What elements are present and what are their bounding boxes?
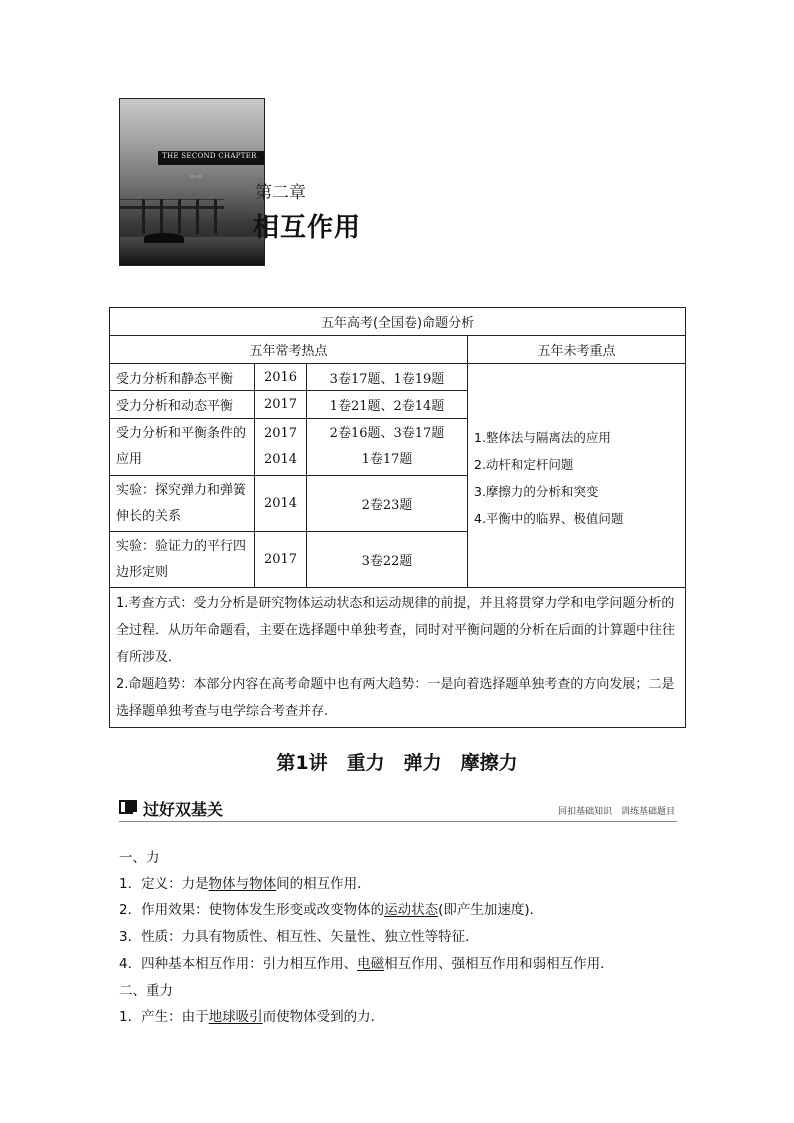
- year-cell: 2017: [255, 391, 307, 419]
- exam-analysis-table: [109, 307, 686, 728]
- note-trend: 2.命题趋势：本部分内容在高考命题中也有两大趋势：一是向着选择题单独考查的方向发展；二是选择题单独考查与电学综合考查并存.: [116, 677, 675, 719]
- section-title: 过好双基关: [143, 800, 224, 819]
- heading-force: 一、力: [119, 850, 160, 866]
- section-square-icon: [119, 800, 133, 814]
- question-cell: 3卷22题: [307, 532, 468, 588]
- future-point: 3.摩擦力的分析和突变: [474, 483, 599, 499]
- column-header-future: 五年未考重点: [468, 336, 686, 364]
- table-title: 五年高考(全国卷)命题分析: [110, 308, 686, 336]
- future-point: 1.整体法与隔离法的应用: [474, 429, 611, 445]
- year-cell: 2014: [255, 476, 307, 532]
- section-subtitle: 回扣基础知识 训练基础题目: [557, 807, 675, 817]
- pier-illustration: [120, 206, 224, 209]
- table-row: [110, 364, 686, 391]
- year-cell: 2017 2014: [255, 419, 307, 476]
- interaction-line: 4．四种基本相互作用：引力相互作用、电磁相互作用、强相互作用和弱相互作用．: [119, 956, 614, 972]
- topic-cell: 实验：探究弹力和弹簧伸长的关系: [110, 476, 255, 532]
- definition-line: 1．定义：力是物体与物体间的相互作用．: [119, 876, 371, 892]
- table-row: [110, 588, 686, 728]
- notes-cell: [110, 588, 686, 728]
- cover-logo: ▭◦▭: [190, 174, 203, 180]
- column-header-hot: 五年常考热点: [110, 336, 468, 364]
- future-points-cell: [468, 364, 686, 588]
- question-cell: 3卷17题、1卷19题: [307, 364, 468, 391]
- topic-cell: 受力分析和动态平衡: [110, 391, 255, 419]
- question-cell: 1卷21题、2卷14题: [307, 391, 468, 419]
- chapter-number: 第二章: [255, 183, 306, 203]
- section-header: [119, 797, 677, 822]
- lecture-title: 第1讲 重力 弹力 摩擦力: [276, 752, 518, 774]
- question-cell: 2卷23题: [307, 476, 468, 532]
- cover-band-text: THE SECOND CHAPTER: [162, 152, 257, 160]
- future-point: 4.平衡中的临界、极值问题: [474, 510, 624, 526]
- heading-gravity: 二、重力: [119, 983, 173, 999]
- chapter-cover-image: [119, 98, 265, 266]
- topic-cell: 受力分析和平衡条件的应用: [110, 419, 255, 476]
- future-point: 2.动杆和定杆问题: [474, 456, 574, 472]
- year-cell: 2017: [255, 532, 307, 588]
- note-exam-method: 1.考查方式：受力分析是研究物体运动状态和运动规律的前提，并且将贯穿力学和电学问题分析的全过程．从历年命题看，主要在选择题中单独考查，同时对平衡问题的分析在后面的计算题中往往有所涉及．: [116, 596, 676, 665]
- effect-line: 2．作用效果：使物体发生形变或改变物体的运动状态(即产生加速度)．: [119, 902, 544, 918]
- topic-cell: 受力分析和静态平衡: [110, 364, 255, 391]
- property-line: 3．性质：力具有物质性、相互性、矢量性、独立性等特征．: [119, 929, 479, 945]
- question-cell: 2卷16题、3卷17题 1卷17题: [307, 419, 468, 476]
- origin-line: 1．产生：由于地球吸引而使物体受到的力．: [119, 1009, 385, 1025]
- chapter-title: 相互作用: [253, 213, 362, 243]
- topic-cell: 实验：验证力的平行四边形定则: [110, 532, 255, 588]
- year-cell: 2016: [255, 364, 307, 391]
